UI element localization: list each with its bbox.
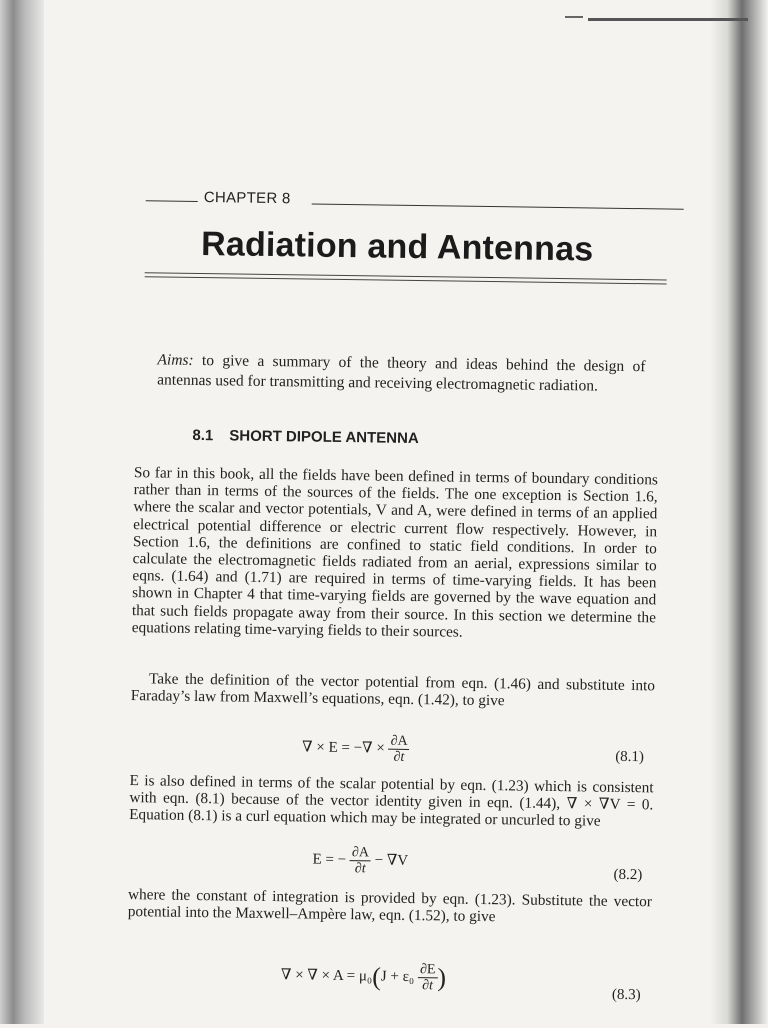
equation-8-2-expression bbox=[312, 845, 408, 877]
equation-8-2-lhs: E = − bbox=[312, 851, 347, 869]
equation-8-3-numerator: ∂E bbox=[418, 962, 438, 978]
body-paragraph-2: Take the definition of the vector potential from eqn. (1.46) and substitute into Faraday’s law from Maxwell’s equations, eqn. (1.42), to give bbox=[130, 670, 656, 710]
equation-8-2-number: (8.2) bbox=[613, 866, 643, 884]
equation-8-1-expression bbox=[302, 732, 410, 764]
equation-8-3-number: (8.3) bbox=[611, 986, 641, 1004]
equation-8-3-expression bbox=[281, 960, 447, 993]
chapter-label: CHAPTER 8 bbox=[203, 189, 291, 208]
chapter-rule-left bbox=[146, 200, 198, 202]
body-paragraph-3: E is also defined in terms of the scalar potential by eqn. (1.23) which is consistent with eqn. (8.1) because of the vector identity given in eqn. (1.44), ∇ × ∇V = 0. Equation (8.1) is a curl equation which may be integrated or uncurled to give bbox=[129, 772, 654, 831]
aims-label: Aims: bbox=[157, 351, 194, 369]
section-number: 8.1 bbox=[192, 426, 214, 445]
chapter-heading bbox=[146, 188, 668, 219]
equation-8-3-inner: J + ε₀ bbox=[380, 968, 415, 985]
equation-8-2-rhs: − ∇V bbox=[374, 852, 409, 869]
equation-8-1-lhs: ∇ × E = −∇ × bbox=[301, 739, 385, 757]
equation-8-3 bbox=[119, 956, 652, 1003]
equation-8-3-open-paren: ( bbox=[371, 961, 382, 992]
equation-8-2-numerator: ∂A bbox=[350, 845, 371, 861]
chapter-title: Radiation and Antennas bbox=[200, 225, 594, 269]
equation-8-2-fraction bbox=[350, 845, 371, 876]
body-paragraph-4: where the constant of integration is provided by eqn. (1.23). Substitute the vector potential into the Maxwell–Ampère law, eqn. (1.52), to give bbox=[127, 886, 653, 926]
equation-8-1-numerator: ∂A bbox=[389, 734, 410, 750]
equation-8-3-close-paren: ) bbox=[437, 962, 447, 992]
section-heading bbox=[192, 427, 419, 447]
title-underline bbox=[145, 272, 667, 287]
equation-8-3-lhs: ∇ × ∇ × A = μ₀ bbox=[280, 967, 373, 985]
equation-8-2 bbox=[120, 840, 653, 887]
page-edge-tick bbox=[565, 16, 583, 18]
equation-8-1-fraction bbox=[388, 734, 409, 765]
book-page bbox=[118, 180, 670, 1027]
equation-8-3-denominator: ∂t bbox=[422, 978, 434, 994]
equation-8-3-fraction bbox=[418, 962, 438, 993]
equation-8-1-number: (8.1) bbox=[615, 748, 645, 766]
body-paragraph-1: So far in this book, all the fields have been defined in terms of boundary conditions rather than in terms of the sources of the fields. The one exception is Section 1.6, where the scalar and vector potentials, V and A, were defined in terms of an applied electrical potential difference or electric current flow respectively. However, in Section 1.6, the definitions are confined to static field conditions. In order to calculate the electromagnetic fields radiated from an aerial, expressions similar to eqns. (1.64) and (1.71) are required in terms of time-varying fields. It has been shown in Chapter 4 that time-varying fields are governed by the wave equation and that such fields propagate away from their source. In this section we determine the equations relating time-varying fields to their sources. bbox=[131, 464, 658, 641]
section-title: SHORT DIPOLE ANTENNA bbox=[229, 427, 419, 448]
equation-8-2-denominator: ∂t bbox=[354, 861, 366, 877]
chapter-rule-right bbox=[312, 204, 684, 210]
equation-8-1 bbox=[122, 728, 655, 775]
page-edge-mark bbox=[588, 18, 748, 21]
right-binding-shadow bbox=[710, 0, 768, 1024]
equation-8-1-denominator: ∂t bbox=[393, 749, 405, 765]
aims-paragraph bbox=[157, 350, 646, 397]
aims-text: to give a summary of the theory and ideas behind the design of antennas used for transmitting and receiving electromagnetic radiation. bbox=[157, 351, 646, 395]
left-binding-shadow bbox=[0, 0, 44, 1024]
